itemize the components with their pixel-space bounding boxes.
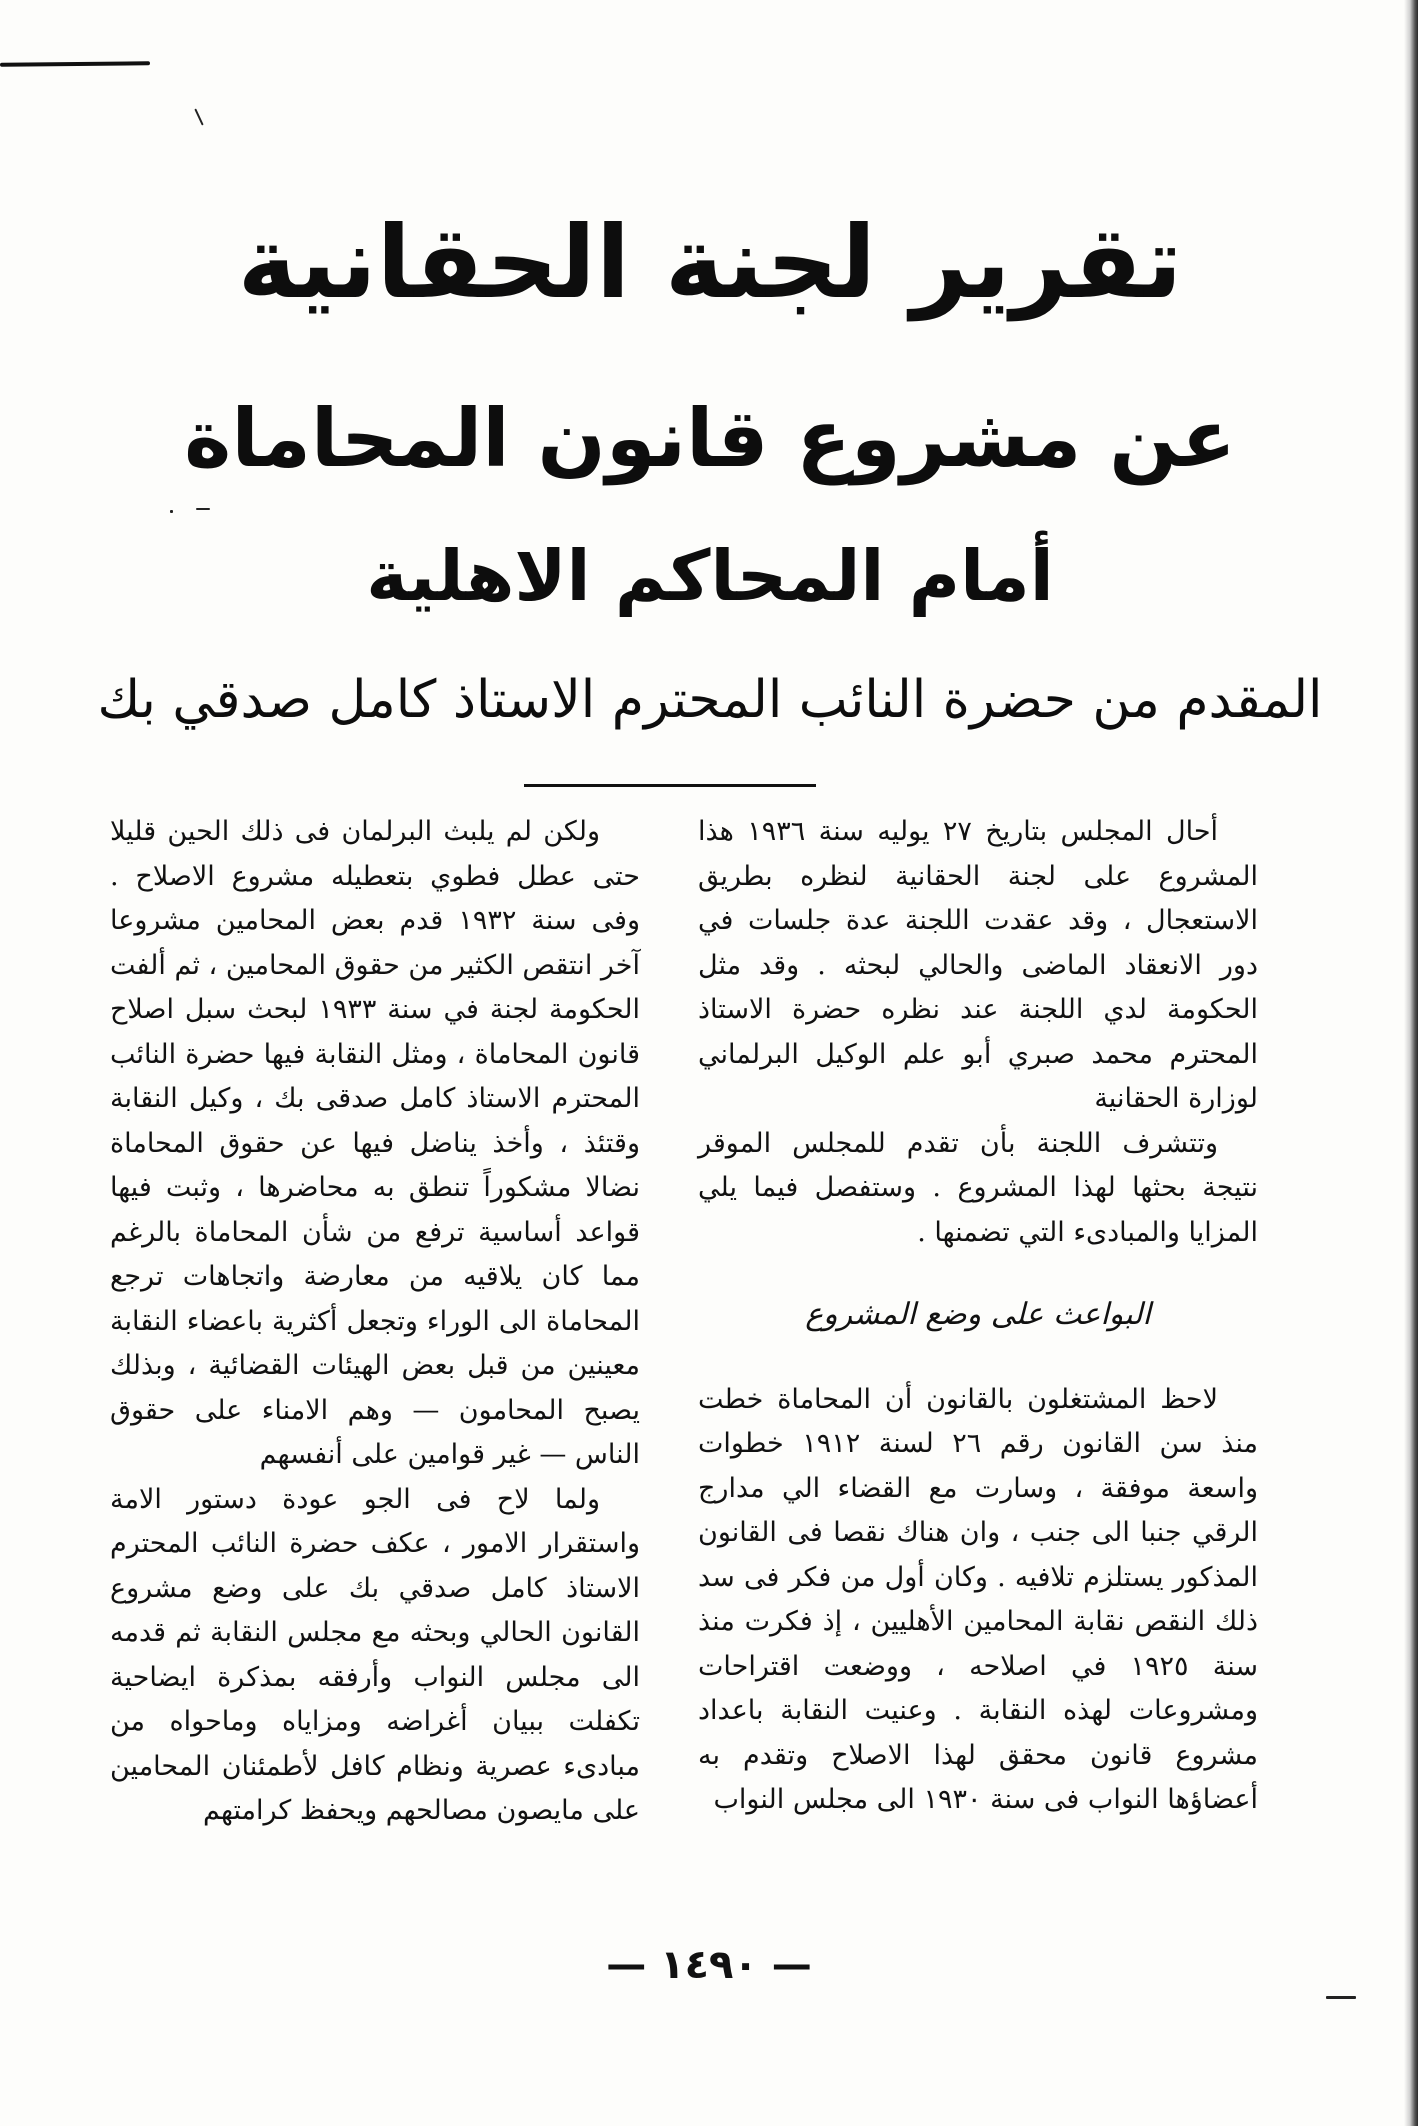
report-title: تقرير لجنة الحقانية	[237, 204, 1183, 321]
scan-speck	[196, 508, 210, 510]
scan-speck	[170, 510, 173, 513]
left-paragraph-1: ولكن لم يلبث البرلمان فى ذلك الحين قليلا حتى عطل فطوي بتعطيله مشروع الاصلاح . وفى سنة ١٩٣٢ قدم بعض المحامين مشروعا آخر انتقص الكثير من حقوق المحامين ، ثم ألفت الحكومة لجنة في سنة ١٩٣٣ لبحث سبل اصلاح قانون المحاماة ، ومثل النقابة فيها حضرة النائب المحترم الاستاذ كامل صدقى بك ، وكيل النقابة وقتئذ ، وأخذ يناضل فيها عن حقوق المحاماة نضالا مشكوراً تنطق به محاضرها ، وثبت فيها قواعد أساسية ترفع من شأن المحاماة بالرغم مما كان يلاقيه من معارضة واتجاهات ترجع المحاماة الى الوراء وتجعل أكثرية باعضاء النقابة معينين من قبل بعض الهيئات القضائية ، وبذلك يصبح المحامون — وهم الامناء على حقوق الناس — غير قوامين على أنفسهم	[110, 816, 640, 1470]
scan-speck	[1326, 1996, 1356, 1999]
left-column	[110, 810, 640, 1834]
right-column	[698, 810, 1258, 1823]
left-paragraph-2: ولما لاح فى الجو عودة دستور الامة واستقرار الامور ، عكف حضرة النائب المحترم الاستاذ كامل صدقي بك على وضع مشروع القانون الحالي وبحثه مع مجلس النقابة ثم قدمه الى مجلس النواب وأرفقه بمذكرة ايضاحية تكفلت ببيان أغراضه ومزاياه وماحواه من مبادىء عصرية ونظام كافل لأطمئنان المحامين على مايصون مصالحهم ويحفظ كرامتهم	[110, 1483, 640, 1826]
section-title-motives: البواعث على وضع المشروع	[805, 1297, 1151, 1332]
report-subtitle-courts: أمام المحاكم الاهلية	[366, 535, 1054, 617]
title-divider	[524, 784, 816, 787]
right-paragraph-1: أحال المجلس بتاريخ ٢٧ يوليه سنة ١٩٣٦ هذا المشروع على لجنة الحقانية لنظره بطريق الاستعجال ، وقد عقدت اللجنة عدة جلسات في دور الانعقاد الماضى والحالي لبحثه . وقد مثل الحكومة لدي اللجنة عند نظره حضرة الاستاذ المحترم محمد صبري أبو علم الوكيل البرلماني لوزارة الحقانية	[698, 816, 1258, 1114]
report-presenter: المقدم من حضرة النائب المحترم الاستاذ كامل صدقي بك	[97, 670, 1323, 730]
report-subtitle: عن مشروع قانون المحاماة	[184, 392, 1236, 485]
scan-margin-rule	[0, 61, 150, 67]
right-paragraph-3: لاحظ المشتغلون بالقانون أن المحاماة خطت منذ سن القانون رقم ٢٦ لسنة ١٩١٢ خطوات واسعة موفقة ، وسارت مع القضاء الي مدارج الرقي جنبا الى جنب ، وان هناك نقصا فى القانون المذكور يستلزم تلافيه . وكان أول من فكر فى سد ذلك النقص نقابة المحامين الأهليين ، إذ فكرت منذ سنة ١٩٢٥ في اصلاحه ، ووضعت اقتراحات ومشروعات لهذه النقابة . وعنيت النقابة باعداد مشروع قانون محقق لهذا الاصلاح وتقدم به أعضاؤها النواب فى سنة ١٩٣٠ الى مجلس النواب	[698, 1383, 1258, 1815]
right-paragraph-2: وتتشرف اللجنة بأن تقدم للمجلس الموقر نتيجة بحثها لهذا المشروع . وستفصل فيما يلي المزايا والمبادىء التي تضمنها .	[698, 1127, 1258, 1248]
scan-speck	[194, 108, 203, 125]
scan-page-edge	[1404, 0, 1418, 2126]
page-number: — ١٤٩٠ —	[606, 1942, 812, 1988]
